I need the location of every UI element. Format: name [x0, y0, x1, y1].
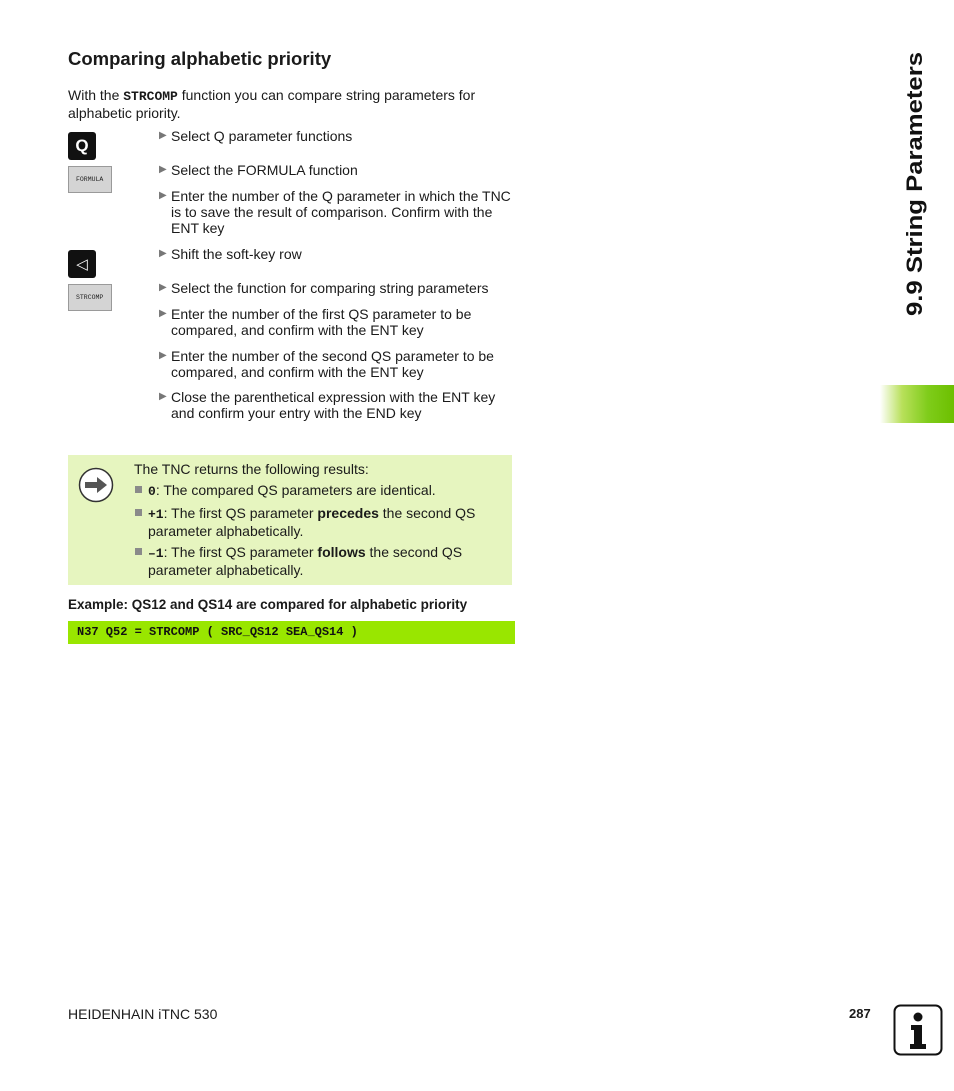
note-content: [134, 461, 504, 578]
bullet-square-icon: [135, 509, 142, 516]
result-text: : The compared QS parameters are identical.: [155, 482, 436, 498]
intro-paragraph: [68, 87, 508, 121]
result-text-end: the second QS parameter alphabetically.: [148, 544, 463, 578]
section-heading: Comparing alphabetic priority: [68, 48, 332, 69]
result-text-end: the second QS parameter alphabetically.: [148, 505, 476, 539]
step-item: [159, 188, 519, 236]
shift-left-key-icon: ◁: [68, 250, 96, 278]
info-icon: [893, 1004, 943, 1056]
note-intro: The TNC returns the following results:: [134, 461, 369, 477]
result-code: –1: [148, 546, 164, 561]
result-item: [134, 505, 504, 539]
result-text: : The first QS parameter: [163, 505, 318, 521]
step-text: Enter the number of the Q parameter in which the TNC is to save the result of comparison. Confirm with the ENT key: [171, 188, 511, 236]
result-item: [134, 482, 504, 500]
chapter-side-title: [897, 50, 929, 318]
step-arrow-icon: ▶: [159, 130, 167, 141]
step-arrow-icon: ▶: [159, 282, 167, 293]
result-code: 0: [148, 484, 156, 499]
bullet-square-icon: [135, 548, 142, 555]
step-arrow-icon: ▶: [159, 164, 167, 175]
step-item: [159, 348, 519, 380]
step-item: [159, 280, 519, 296]
step-item: [159, 306, 519, 338]
step-text: Select the FORMULA function: [171, 162, 358, 178]
result-item: [134, 544, 504, 578]
formula-softkey-icon: FORMULA: [68, 166, 112, 193]
step-item: [159, 162, 519, 178]
step-text: Enter the number of the second QS parameter to be compared, and confirm with the ENT key: [171, 348, 494, 380]
step-item: [159, 389, 519, 421]
step-item: [159, 246, 519, 262]
example-title: Example: QS12 and QS14 are compared for alphabetic priority: [68, 597, 468, 612]
intro-after: function you can compare string parameters for alphabetic priority.: [68, 87, 476, 121]
step-text: Select the function for comparing string parameters: [171, 280, 489, 296]
step-arrow-icon: ▶: [159, 350, 167, 361]
code-line: N37 Q52 = STRCOMP ( SRC_QS12 SEA_QS14 ): [68, 621, 515, 644]
step-arrow-icon: ▶: [159, 308, 167, 319]
step-arrow-icon: ▶: [159, 190, 167, 201]
arrow-right-icon: [78, 467, 114, 503]
step-text: Shift the soft-key row: [171, 246, 302, 262]
step-text: Select Q parameter functions: [171, 128, 353, 144]
chapter-tab-marker: [880, 385, 954, 423]
step-arrow-icon: ▶: [159, 248, 167, 259]
chapter-side-title-text: 9.9 String Parameters: [902, 89, 927, 316]
result-code: +1: [148, 507, 164, 522]
result-text: : The first QS parameter: [163, 544, 318, 560]
bullet-square-icon: [135, 486, 142, 493]
step-arrow-icon: ▶: [159, 391, 167, 402]
intro-code: STRCOMP: [123, 89, 178, 104]
result-emphasis: precedes: [317, 505, 379, 521]
q-key-icon: Q: [68, 132, 96, 160]
page-number: 287: [849, 1006, 871, 1021]
strcomp-softkey-icon: STRCOMP: [68, 284, 112, 311]
step-text: Close the parenthetical expression with the ENT key and confirm your entry with the END key: [171, 389, 496, 421]
intro-before: With the: [68, 87, 124, 103]
step-item: [159, 128, 519, 144]
result-emphasis: follows: [317, 544, 366, 560]
footer-product: HEIDENHAIN iTNC 530: [68, 1006, 218, 1022]
step-text: Enter the number of the first QS parameter to be compared, and confirm with the ENT key: [171, 306, 472, 338]
